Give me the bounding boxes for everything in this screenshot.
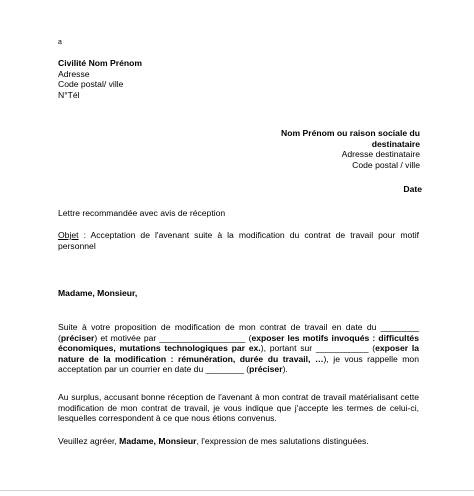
para1-text-4: ), je vous rappelle mon acceptation par un courrier en date du ________ ( — [58, 353, 419, 375]
mail-mode: Lettre recommandée avec avis de réception — [58, 208, 226, 218]
recipient-address: Adresse destinataire — [341, 149, 420, 160]
recipient-name: Nom Prénom ou raison sociale du destinataire — [281, 128, 420, 149]
para1-text-2: ) et motivée par __________________ ( — [94, 332, 252, 343]
para1-bold-4: préciser — [249, 364, 283, 375]
letter-date: Date — [403, 184, 422, 194]
para1-text-5: ). — [282, 364, 288, 375]
sender-name: Civilité Nom Prénom — [58, 58, 143, 68]
para1-bold-2: exposer les motifs invoqués : difficultés économiques, mutations technologiques par ex. — [58, 332, 419, 354]
bottom-divider — [0, 490, 474, 491]
paragraph-2: Au surplus, accusant bonne réception de l'avenant à mon contrat de travail matérialisant cette modification de mon contrat de travail, je vous indique que j'accepte les termes de celui-ci, lesquelles correspondent à ce que nous étions convenus. — [58, 392, 419, 424]
subject-text: : Acceptation de l'avenant suite à la modification du contrat de travail pour motif personnel — [58, 230, 419, 251]
para1-bold-3: exposer la nature de la modification : rémunération, durée du travail, … — [58, 343, 420, 364]
recipient-postal: Code postal / ville — [352, 159, 420, 170]
closing-bold: Madame, Monsieur — [119, 436, 197, 446]
sender-phone: N°Tél — [58, 89, 80, 100]
closing — [58, 436, 419, 447]
subject-line — [58, 230, 419, 251]
top-mark: a — [58, 39, 62, 46]
closing-text-1: Veuillez agréer, — [58, 436, 120, 446]
recipient-block — [268, 128, 420, 170]
sender-address: Adresse — [58, 68, 90, 79]
para1-bold-1: préciser — [60, 332, 95, 343]
subject-label: Objet — [58, 230, 79, 240]
sender-block — [58, 58, 142, 100]
para1-text-1: Suite à votre proposition de modification de mon contrat de travail en date du ________ ( — [58, 322, 419, 343]
closing-text-2: , l'expression de mes salutations distinguées. — [196, 436, 369, 446]
sender-postal: Code postal/ ville — [58, 79, 124, 90]
paragraph-1 — [58, 322, 419, 375]
salutation: Madame, Monsieur, — [58, 288, 138, 298]
para1-text-3: ), portant sur ___________ ( — [260, 343, 376, 354]
